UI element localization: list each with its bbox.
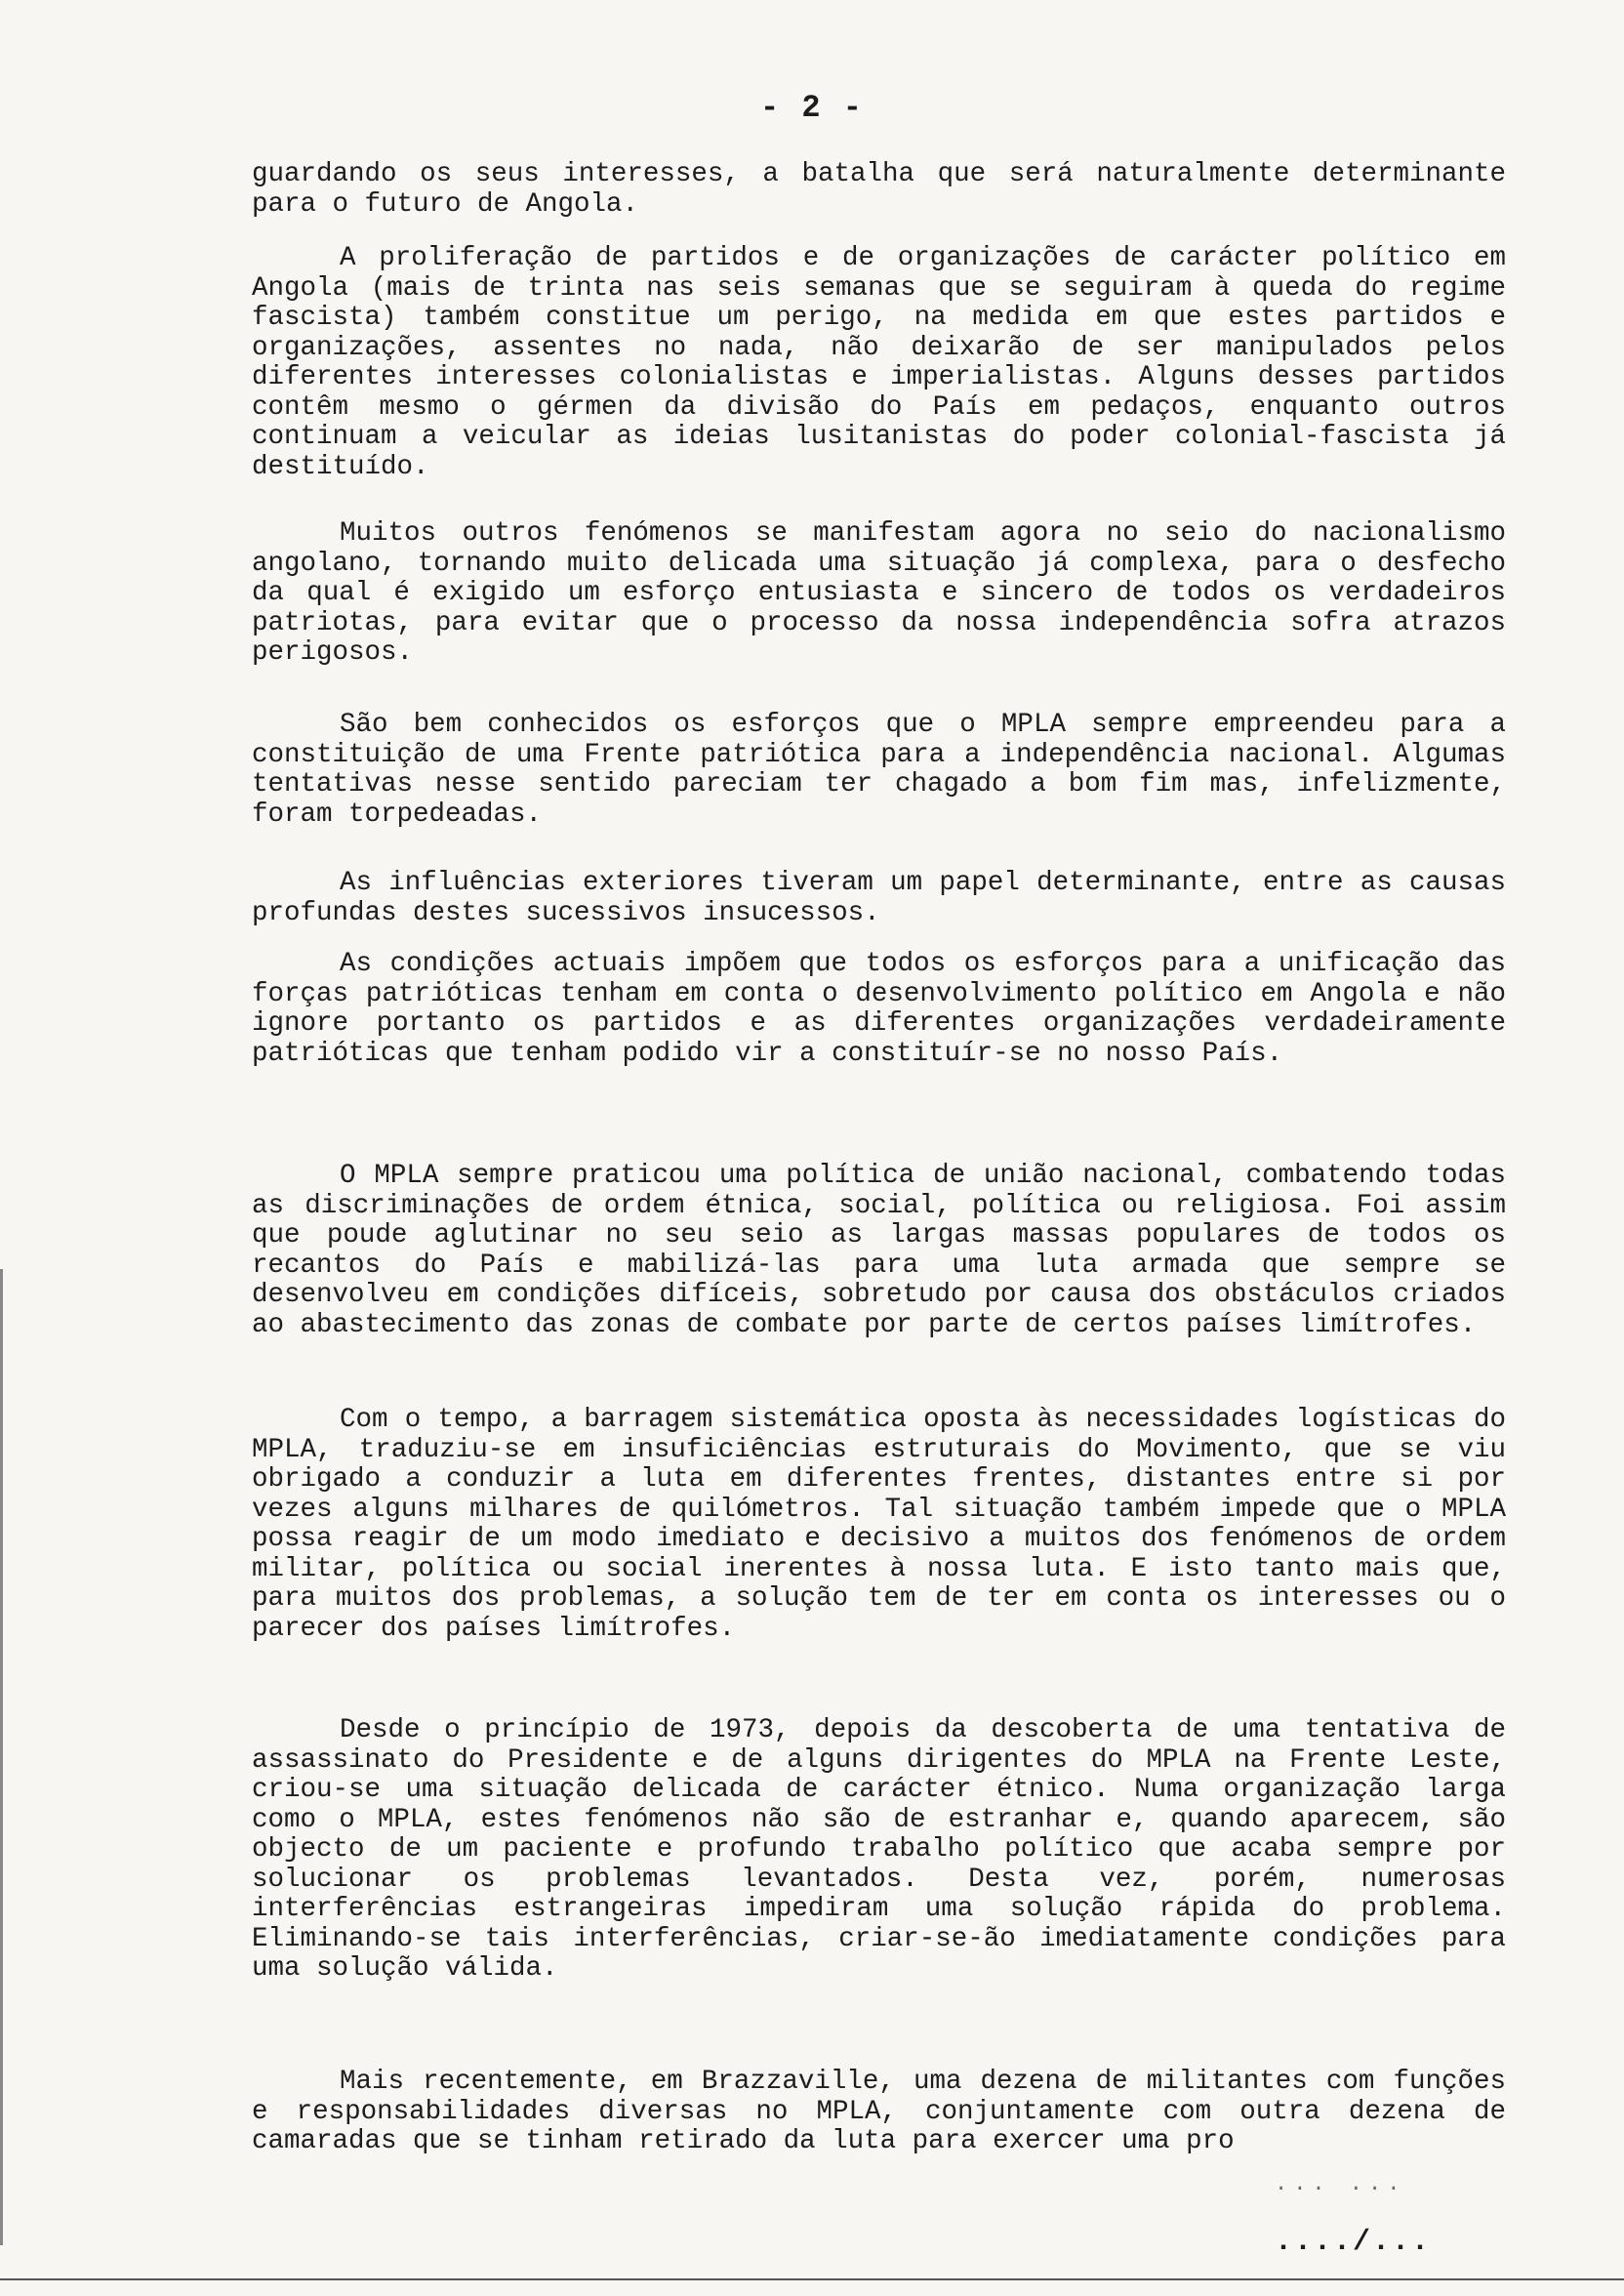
- paragraph-4: São bem conhecidos os esforços que o MPLA sempre empreendeu para a constituição de uma Frente patriótica para a independência nacional. Algumas tentativas nesse sentido pareciam ter chagado a bom fim mas, infelizmente, foram torpedeadas.: [252, 710, 1506, 830]
- paragraph-10: Mais recentemente, em Brazzaville, uma dezena de militantes com funções e responsabilidades diversas no MPLA, conjuntamente com outra dezena de camaradas que se tinham retirado da luta para exercer uma pro: [252, 2067, 1506, 2156]
- paragraph-7: O MPLA sempre praticou uma política de união nacional, combatendo todas as discriminações de ordem étnica, social, política ou religiosa. Foi assim que poude aglutinar no seu seio as largas massas populares de todos os recantos do País e mabilizá-las para uma luta armada que sempre se desenvolveu em condições difíceis, sobretudo por causa dos obstáculos criados ao abastecimento das zonas de combate por parte de certos países limítrofes.: [252, 1161, 1506, 1340]
- footer-dots: ... ...: [1275, 2172, 1406, 2196]
- paragraph-6: As condições actuais impõem que todos os esforços para a unificação das forças patrióticas tenham em conta o desenvolvimento político em Angola e não ignore portanto os partidos e as diferentes organizações verdadeiramente patrióticas que tenham podido vir a constituír-se no nosso País.: [252, 949, 1506, 1069]
- paragraph-5: As influências exteriores tiveram um papel determinante, entre as causas profundas destes sucessivos insucessos.: [252, 868, 1506, 928]
- paragraph-2: A proliferação de partidos e de organizações de carácter político em Angola (mais de trinta nas seis semanas que se seguiram à queda do regime fascista) também constitue um perigo, na medida em que estes partidos e organizações, assentes no nada, não deixarão de ser manipulados pelos diferentes interesses colonialistas e imperialistas. Alguns desses partidos contêm mesmo o gérmen da divisão do País em pedaços, enquanto outros continuam a veicular as ideias lusitanistas do poder colonial-fascista já destituído.: [252, 243, 1506, 482]
- paragraph-3: Muitos outros fenómenos se manifestam agora no seio do nacionalismo angolano, tornando muito delicada uma situação já complexa, para o desfecho da qual é exigido um esforço entusiasta e sincero de todos os verdadeiros patriotas, para evitar que o processo da nossa independência sofra atrazos perigosos.: [252, 518, 1506, 668]
- continuation-marker: ..../...: [1275, 2226, 1432, 2259]
- scan-edge: [0, 1269, 3, 2245]
- paragraph-9: Desde o princípio de 1973, depois da descoberta de uma tentativa de assassinato do Presidente e de alguns dirigentes do MPLA na Frente Leste, criou-se uma situação delicada de carácter étnico. Numa organização larga como o MPLA, estes fenómenos não são de estranhar e, quando aparecem, são objecto de um paciente e profundo trabalho político que acaba sempre por solucionar os problemas levantados. Desta vez, porém, numerosas interferências estrangeiras impediram uma solução rápida do problema. Eliminando-se tais interferências, criar-se-ão imediatamente condições para uma solução válida.: [252, 1715, 1506, 1984]
- bottom-rule: [0, 2278, 1624, 2280]
- page-number: - 2 -: [759, 90, 864, 126]
- paragraph-8: Com o tempo, a barragem sistemática oposta às necessidades logísticas do MPLA, traduziu-se em insuficiências estruturais do Movimento, que se viu obrigado a conduzir a luta em diferentes frentes, distantes entre si por vezes alguns milhares de quilómetros. Tal situação também impede que o MPLA possa reagir de um modo imediato e decisivo a muitos dos fenómenos de ordem militar, política ou social inerentes à nossa luta. E isto tanto mais que, para muitos dos problemas, a solução tem de ter em conta os interesses ou o parecer dos países limítrofes.: [252, 1405, 1506, 1644]
- paragraph-1: guardando os seus interesses, a batalha que será naturalmente determinante para o futuro de Angola.: [252, 159, 1506, 220]
